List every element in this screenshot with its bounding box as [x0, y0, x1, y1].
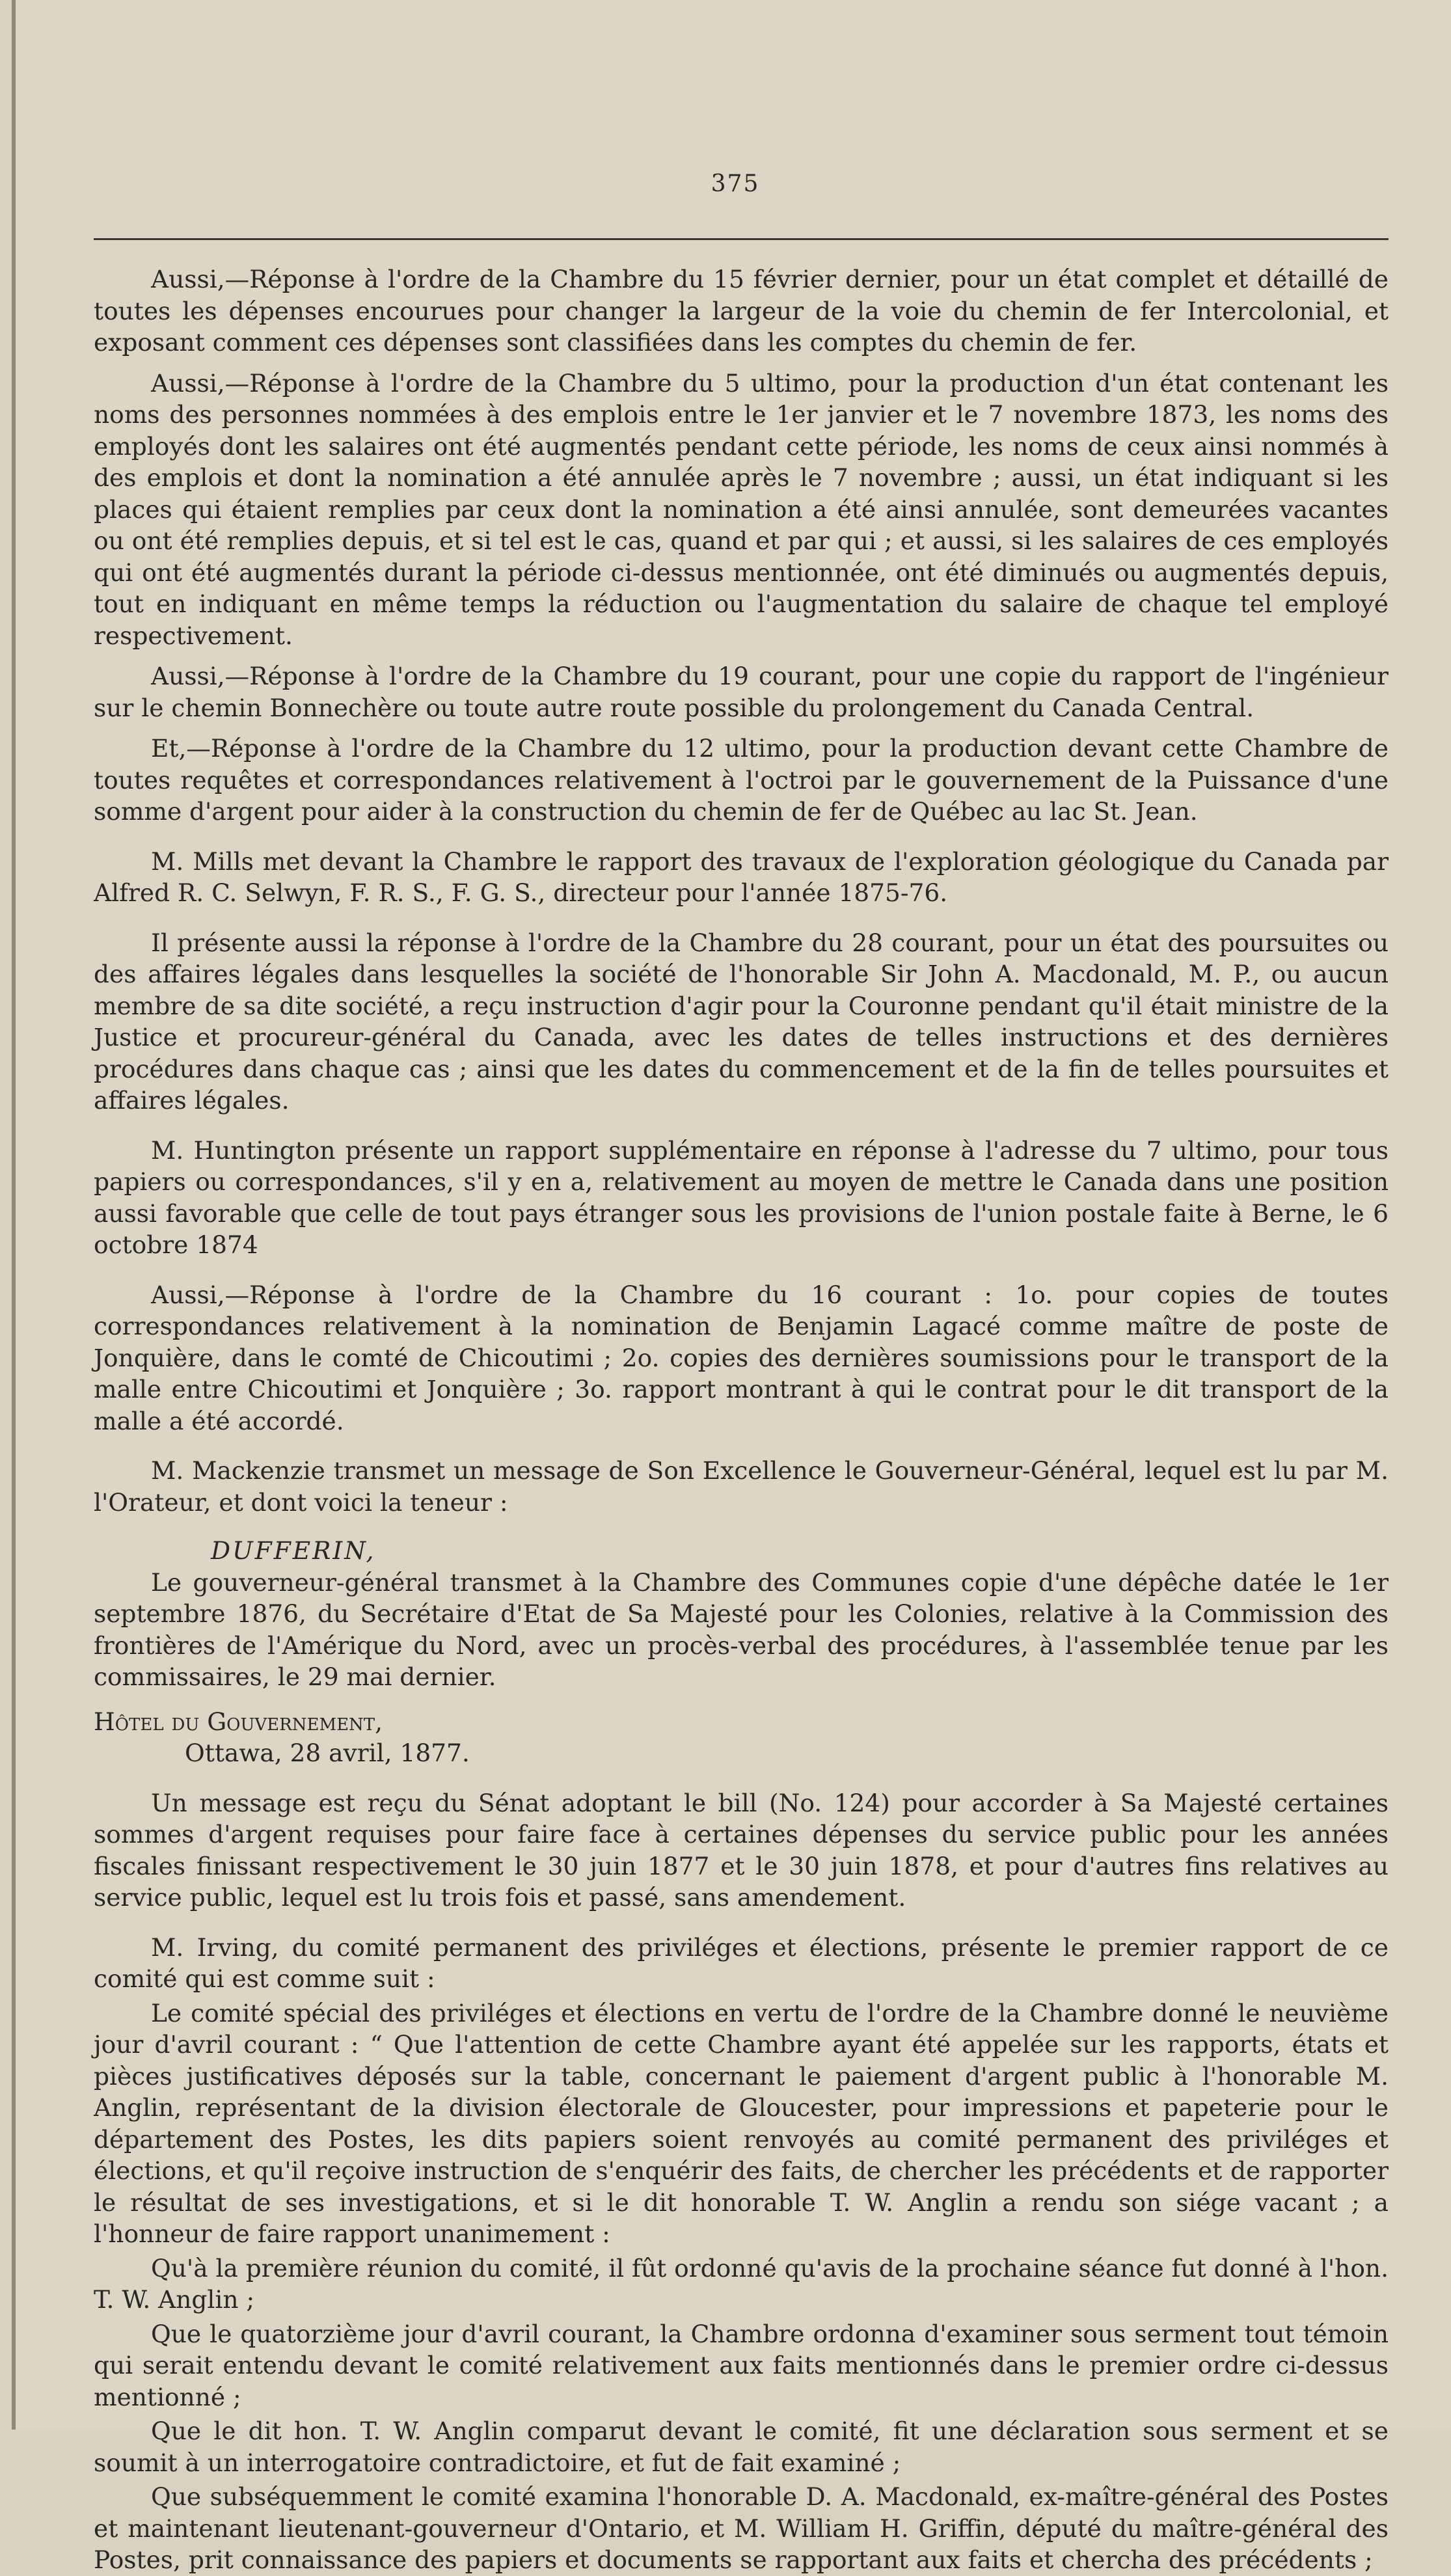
paragraph-report-lac-st-jean: Et,—Réponse à l'ordre de la Chambre du 12 ultimo, pour la production devant cette Chambre de toutes requêtes et correspondances relativement à l'octroi par le gouvernement de la Puissance d'une somme d'argent pour aider à la construction du chemin de fer de Québec au lac St. Jean.: [94, 734, 1389, 826]
paragraph-irving: M. Irving, du comité permanent des priviléges et élections, présente le premier rapport de ce comité qui est comme suit :: [94, 1932, 1389, 1993]
paragraph-huntington: M. Huntington présente un rapport supplémentaire en réponse à l'adresse du 7 ultimo, pour tous papiers ou correspondances, s'il y en a, relativement au moyen de mettre le Canada dans une position aussi favorable que celle de tout pays étranger sous les provisions de l'union postale faite à Berne, le 6 octobre 1874: [94, 1135, 1389, 1259]
paragraph-report-bonnechere: Aussi,—Réponse à l'ordre de la Chambre du 19 courant, pour une copie du rapport de l'ingénieur sur le chemin Bonnechère ou toute autre route possible du prolongement du Canada Central.: [94, 662, 1389, 722]
message-date: Ottawa, 28 avril, 1877.: [185, 1739, 470, 1767]
report-paragraph: Que le dit hon. T. W. Anglin comparut devant le comité, fit une déclaration sous serment et se soumit à un interrogatoire contradictoire, et fut de fait examiné ;: [94, 2417, 1389, 2477]
paragraph-report-nominations: Aussi,—Réponse à l'ordre de la Chambre du 5 ultimo, pour la production d'un état contenant les noms des personnes nommées à des emplois entre le 1er janvier et le 7 novembre 1873, les noms des employés dont les salaires ont été augmentés pendant cette période, les noms de ceux ainsi nommés à des emplois et dont la nomination a été annulée après le 7 novembre ; aussi, un état indiquant si les places qui étaient remplies par ceux dont la nomination a été ainsi annulée, sont demeurées vacantes ou ont été remplies depuis, et si tel est le cas, quand et par qui ; et aussi, si les salaires de ces employés qui ont été augmentés durant la période ci-dessus mentionnée, ont été diminués ou augmentés depuis, tout en indiquant en même temps la réduction ou l'augmentation du salaire de chaque tel employé respectivement.: [94, 368, 1389, 650]
governor-message: [94, 1535, 1389, 1769]
document-page: [12, 0, 1451, 2574]
paragraph-mackenzie: M. Mackenzie transmet un message de Son Excellence le Gouverneur-Général, lequel est lu par M. l'Orateur, et dont voici la teneur :: [94, 1456, 1389, 1517]
message-body: Le gouverneur-général transmet à la Chambre des Communes copie d'une dépêche datée le 1er septembre 1876, du Secrétaire d'Etat de Sa Majesté pour les Colonies, relative à la Commission des frontières de l'Amérique du Nord, avec un procès-verbal des procédures, à l'assemblée tenue par les commissaires, le 29 mai dernier.: [94, 1567, 1389, 1691]
report-paragraph: Qu'à la première réunion du comité, il fût ordonné qu'avis de la prochaine séance fut donné à l'hon. T. W. Anglin ;: [94, 2253, 1389, 2314]
report-paragraph: Que le quatorzième jour d'avril courant, la Chambre ordonna d'examiner sous serment tout témoin qui serait entendu devant le comité relativement aux faits mentionnés dans le premier ordre ci-dessus mentionné ;: [94, 2319, 1389, 2411]
page-number: 375: [711, 170, 760, 197]
paragraph-macdonald-suits: Il présente aussi la réponse à l'ordre de la Chambre du 28 courant, pour un état des poursuites ou des affaires légales dans lesquelles la société de l'honorable Sir John A. Macdonald, M. P., ou aucun membre de sa dite société, a reçu instruction d'agir pour la Couronne pendant qu'il était ministre de la Justice et procureur-général du Canada, avec les dates de telles instructions et des dernières procédures dans chaque cas ; ainsi que les dates du commencement et de la fin de telles poursuites et affaires légales.: [94, 928, 1389, 1115]
message-signature: DUFFERIN,: [211, 1536, 376, 1565]
message-place: Hôtel du Gouvernement,: [94, 1707, 383, 1736]
report-paragraph: Que subséquemment le comité examina l'honorable D. A. Macdonald, ex-maître-général des Postes et maintenant lieutenant-gouverneur d'Ontario, et M. William H. Griffin, député du maître-général des Postes, prit connaissance des papiers et documents se rapportant aux faits et chercha des précédents ;: [94, 2482, 1389, 2574]
page-body: [94, 264, 1389, 2576]
committee-report: [94, 1932, 1389, 2576]
paragraph-report-intercolonial: Aussi,—Réponse à l'ordre de la Chambre du 15 février dernier, pour un état complet et détaillé de toutes les dépenses encourues pour changer la largeur de la voie du chemin de fer Intercolonial, et exposant comment ces dépenses sont classifiées dans les comptes du chemin de fer.: [94, 265, 1389, 357]
paragraph-senate-message: Un message est reçu du Sénat adoptant le bill (No. 124) pour accorder à Sa Majesté certaines sommes d'argent requises pour faire face à certaines dépenses du service public pour les années fiscales finissant respectivement le 30 juin 1877 et le 30 juin 1878, et pour d'autres fins relatives au service public, lequel est lu trois fois et passé, sans amendement.: [94, 1788, 1389, 1912]
paragraph-jonquiere: Aussi,—Réponse à l'ordre de la Chambre du 16 courant : 1o. pour copies de toutes correspondances relativement à la nomination de Benjamin Lagacé comme maître de poste de Jonquière, dans le comté de Chicoutimi ; 2o. copies des dernières soumissions pour le transport de la malle entre Chicoutimi et Jonquière ; 3o. rapport montrant à qui le contrat pour le dit transport de la malle a été accordé.: [94, 1280, 1389, 1435]
header-rule: [94, 238, 1389, 240]
report-paragraph: Le comité spécial des priviléges et élections en vertu de l'ordre de la Chambre donné le neuvième jour d'avril courant : “ Que l'attention de cette Chambre ayant été appelée sur les rapports, états et pièces justificatives déposés sur la table, concernant le paiement d'argent public à l'honorable M. Anglin, représentant de la division électorale de Gloucester, pour impressions et papeterie pour le département des Postes, les dits papiers soient renvoyés au comité permanent des priviléges et élections, et qu'il reçoive instruction de s'enquérir des faits, de chercher les précédents et de rapporter le résultat de ses investigations, et si le dit honorable T. W. Anglin a rendu son siége vacant ; a l'honneur de faire rapport unanimement :: [94, 1998, 1389, 2248]
paragraph-mills: M. Mills met devant la Chambre le rapport des travaux de l'exploration géologique du Canada par Alfred R. C. Selwyn, F. R. S., F. G. S., directeur pour l'année 1875-76.: [94, 847, 1389, 907]
